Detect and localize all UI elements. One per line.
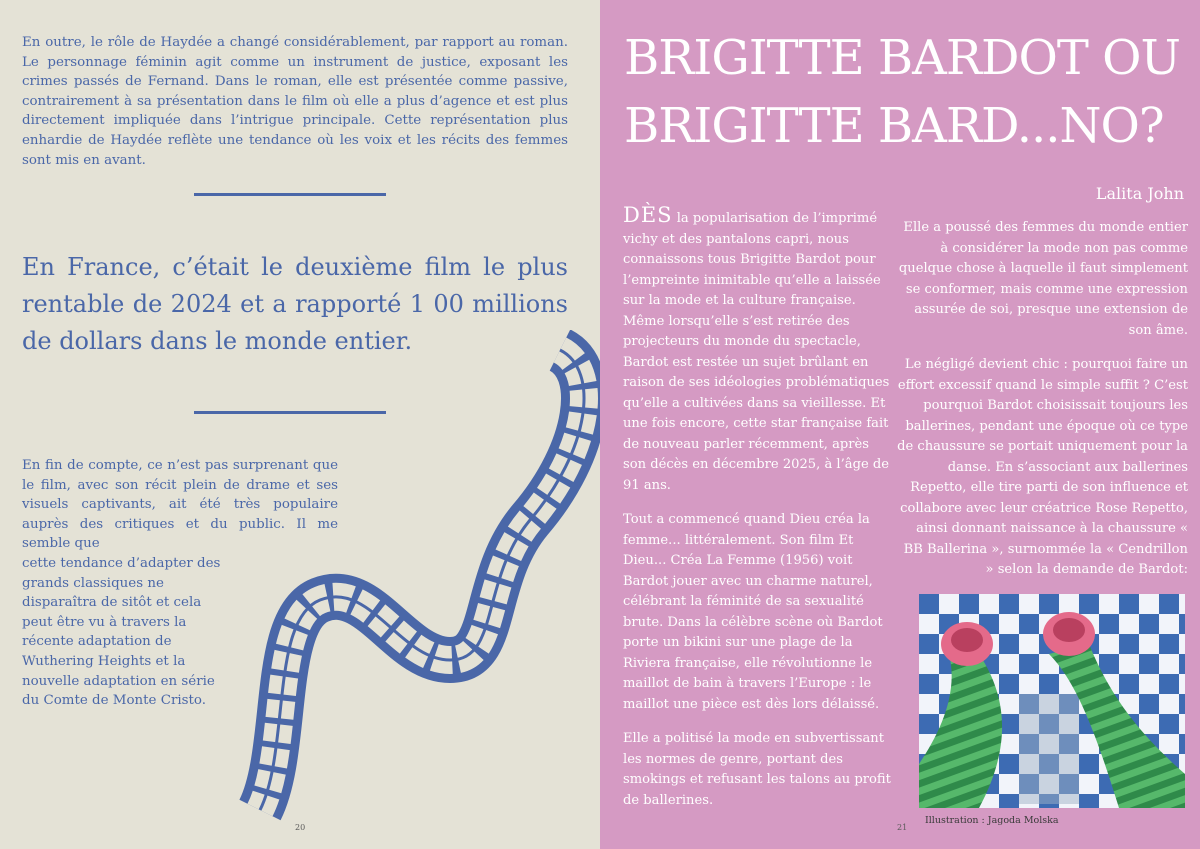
column-left	[623, 205, 893, 825]
conclusion-wide-text: En fin de compte, ce n’est pas surprenant que le film, avec son récit plein de drame et ses visuels captivants, ait été très populaire auprès des critiques et du public. Il me semble que	[22, 458, 338, 552]
ballerina-illustration	[919, 594, 1185, 808]
intro-paragraph: En outre, le rôle de Haydée a changé considérablement, par rapport au roman. Le personnage féminin agit comme un instrument de justice, exposant les crimes passés de Fernand. Dans le roman, elle est présentée comme passive, contrairement à sa présentation dans le film où elle a plus d’agence et est plus directement impliquée dans l’intrigue principale. Cette représentation plus enhardie de Haydée reflète une tendance où les voix et les récits des femmes sont mis en avant.	[22, 35, 568, 168]
film-strip-icon	[200, 330, 620, 830]
col-a-paragraph-1	[623, 205, 893, 496]
page-number-left: 20	[295, 823, 306, 832]
column-right	[893, 218, 1188, 595]
col-b-paragraph-2: Le négligé devient chic : pourquoi faire un effort excessif quand le simple suffit ? C’est pourquoi Bardot choisissait toujours les ballerines, pendant une époque où ce type de chaussure se portait uniquement pour la danse. En s’associant aux ballerines Repetto, elle tire parti de son influence et collabore avec leur créatrice Rose Repetto, ainsi donnant naissance à la chaussure « BB Ballerina », surnommée la « Cendrillon » selon la demande de Bardot:	[897, 357, 1188, 577]
col-a-paragraph-3: Elle a politisé la mode en subvertissant les normes de genre, portant des smokings et refusant les talons au profit de ballerines.	[623, 731, 891, 808]
col-b-paragraph-1: Elle a poussé des femmes du monde entier à considérer la mode non pas comme quelque chose à laquelle il faut simplement se conformer, mais comme une expression assurée de soi, presque une extension de son âme.	[898, 220, 1188, 338]
article-headline: BRIGITTE BARDOT OU BRIGITTE BARD...NO?	[624, 30, 1180, 154]
drop-cap: DÈS	[623, 203, 673, 227]
author-byline: Lalita John	[1095, 184, 1184, 203]
pull-quote: En France, c’était le deuxième film le plus rentable de 2024 et a rapporté 1 00 millions de dollars dans le monde entier.	[22, 253, 568, 355]
col-a-p1-text: la popularisation de l’imprimé vichy et des pantalons capri, nous connaissons tous Brigitte Bardot pour l’empreinte inimitable qu’elle a laissée sur la mode et la culture française. Même lorsqu’elle s’est retirée des projecteurs du monde du spectacle, Bardot est restée un sujet brûlant en raison de ses idéologies problématiques qu’elle a cultivées dans sa vieillesse. Et une fois encore, cette star française fait de nouveau parler récemment, après son décès en décembre 2025, à l’âge de 91 ans.	[623, 211, 890, 493]
conclusion-narrow-text: cette tendance d’adapter des grands classiques ne disparaîtra de sitôt et cela peut être vu à travers la récente adaptation de Wuthering Heights et la nouvelle adaptation en série du Comte de Monte Cristo.	[22, 555, 221, 709]
illustration-caption: Illustration : Jagoda Molska	[925, 815, 1059, 826]
col-a-paragraph-2: Tout a commencé quand Dieu créa la femme... littéralement. Son film Et Dieu... Créa La Femme (1956) voit Bardot jouer avec un charme naturel, célébrant la féminité de sa sexualité brute. Dans la célèbre scène où Bardot porte un bikini sur une plage de la Riviera française, elle révolutionne le maillot de bain à travers l’Europe : le maillot une pièce est dès lors délaissé.	[623, 512, 883, 712]
divider-top	[194, 193, 386, 196]
page-number-right: 21	[897, 823, 908, 832]
